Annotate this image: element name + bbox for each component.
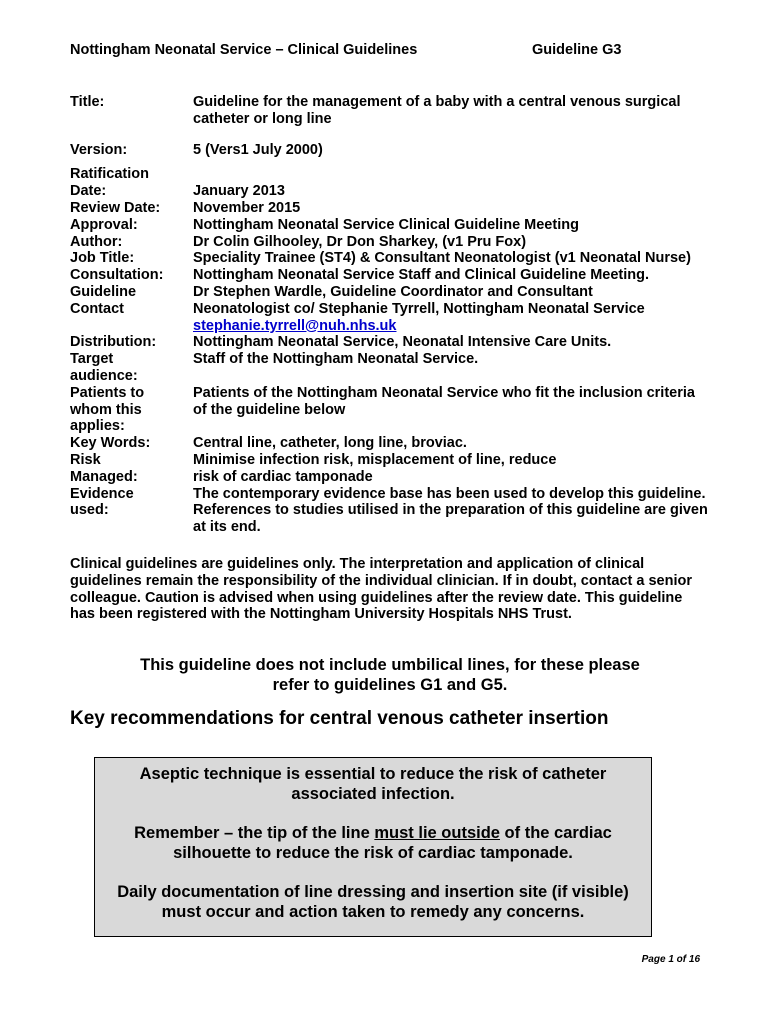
meta-row-consultation [70, 267, 710, 284]
recommendation-aseptic: Aseptic technique is essential to reduce the risk of catheter associated infection. [139, 765, 607, 803]
meta-value: Patients of the Nottingham Neonatal Service who fit the inclusion criteria of the guideline below [193, 384, 695, 418]
meta-value: November 2015 [193, 199, 301, 216]
meta-label: Distribution: [70, 334, 157, 351]
scope-note-line: This guideline does not include umbilical lines, for these please [140, 656, 640, 674]
meta-row-jobtitle [70, 250, 710, 267]
meta-row-target [70, 351, 710, 385]
meta-label: Patients to [70, 384, 145, 401]
meta-value: January 2013 [193, 183, 285, 200]
page-number: Page 1 of 16 [641, 954, 700, 965]
key-recommendations-box [94, 757, 652, 937]
section-heading: Key recommendations for central venous catheter insertion [70, 708, 609, 729]
meta-row-version [70, 142, 710, 159]
meta-value: risk of cardiac tamponade [193, 468, 373, 485]
disclaimer-paragraph: Clinical guidelines are guidelines only. The interpretation and application of clinical guidelines remain the responsibility of the individual clinician. If in doubt, contact a senior colleague. Caution is advised when using guidelines after the review date. This guideline has been registered with the Nottingham University Hospitals NHS Trust. [70, 556, 692, 623]
meta-row-contact [70, 284, 710, 334]
meta-row-ratification [70, 166, 710, 183]
scope-note [70, 655, 710, 695]
recommendation-documentation: Daily documentation of line dressing and insertion site (if visible) must occur and action taken to remedy any concerns. [117, 883, 629, 921]
header-title: Nottingham Neonatal Service – Clinical Guidelines [70, 42, 418, 58]
meta-label: Contact [70, 300, 124, 317]
meta-label: Review Date: [70, 199, 161, 216]
meta-value: Dr Colin Gilhooley, Dr Don Sharkey, (v1 Pru Fox) [193, 233, 527, 250]
meta-value: Nottingham Neonatal Service Staff and Clinical Guideline Meeting. [193, 267, 650, 284]
meta-label: Key Words: [70, 435, 151, 452]
meta-value: Minimise infection risk, misplacement of line, reduce [193, 451, 557, 468]
recommendation-tip-position: Remember – the tip of the line must lie outside of the cardiac silhouette to reduce the risk of cardiac tamponade. [134, 824, 612, 862]
scope-note-line: refer to guidelines G1 and G5. [272, 676, 508, 694]
meta-label: Title: [70, 94, 105, 110]
meta-row-author [70, 234, 710, 251]
meta-value: Dr Stephen Wardle, Guideline Coordinator and Consultant [193, 283, 593, 300]
meta-value: Nottingham Neonatal Service Clinical Guideline Meeting [193, 216, 579, 233]
metadata-table [70, 94, 710, 536]
meta-value: Guideline for the management of a baby with a central venous surgical catheter or long line [193, 94, 681, 127]
meta-label: Author: [70, 233, 123, 250]
meta-value: The contemporary evidence base has been used to develop this guideline. References to studies utilised in the preparation of this guideline are given at its end. [193, 485, 708, 536]
meta-label: Job Title: [70, 250, 135, 267]
meta-label: Approval: [70, 216, 138, 233]
meta-label: Managed: [70, 468, 138, 485]
meta-label: Risk [70, 451, 101, 468]
meta-row-evidence [70, 486, 710, 536]
meta-row-distribution [70, 334, 710, 351]
meta-label: Target [70, 351, 114, 368]
meta-value: Neonatologist co/ Stephanie Tyrrell, Nottingham Neonatal Service [193, 300, 645, 317]
guideline-number: Guideline G3 [532, 42, 622, 58]
meta-row-risk [70, 452, 710, 486]
meta-value: Speciality Trainee (ST4) & Consultant Neonatologist (v1 Neonatal Nurse) [193, 250, 691, 267]
meta-label: audience: [70, 367, 138, 384]
meta-row-date [70, 183, 710, 200]
meta-value: 5 (Vers1 July 2000) [193, 141, 323, 158]
meta-label: Ratification [70, 166, 149, 183]
meta-row-patients [70, 385, 710, 435]
meta-label: whom this [70, 401, 142, 418]
contact-email-link[interactable]: stephanie.tyrrell@nuh.nhs.uk [193, 317, 397, 334]
meta-row-review [70, 200, 710, 217]
meta-label: Date: [70, 183, 107, 200]
meta-label: Consultation: [70, 267, 164, 284]
meta-value: Staff of the Nottingham Neonatal Service. [193, 351, 479, 368]
meta-row-title [70, 94, 710, 128]
meta-label: used: [70, 502, 109, 519]
meta-row-approval [70, 217, 710, 234]
meta-value: Nottingham Neonatal Service, Neonatal Intensive Care Units. [193, 334, 612, 351]
emphasis-underlined: must lie outside [374, 824, 500, 842]
meta-row-keywords [70, 435, 710, 452]
meta-label: Version: [70, 141, 128, 158]
meta-value: Central line, catheter, long line, broviac. [193, 435, 467, 452]
meta-label: applies: [70, 418, 125, 435]
meta-label: Guideline [70, 283, 137, 300]
meta-label: Evidence [70, 485, 134, 502]
